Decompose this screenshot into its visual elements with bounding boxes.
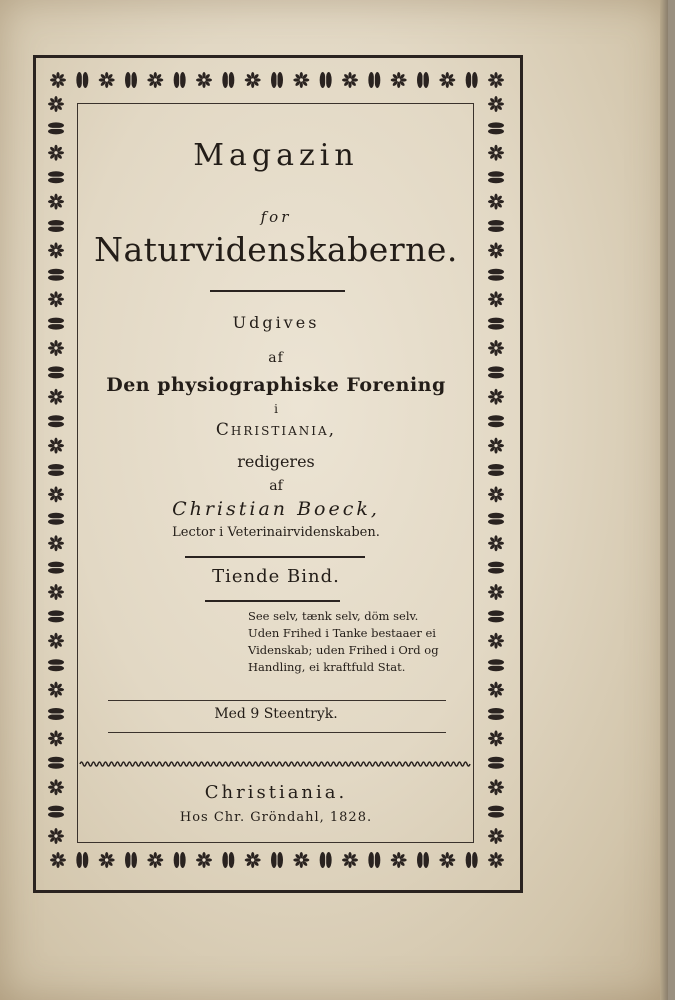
- motto-line: Uden Frihed i Tanke bestaaer ei: [248, 626, 436, 640]
- leaf-ornament: [48, 806, 64, 818]
- editor-label: redigeres: [237, 452, 315, 471]
- rosette-ornament: [48, 291, 64, 307]
- rosette-ornament: [48, 828, 64, 844]
- leaf-ornament: [368, 72, 380, 88]
- leaf-ornament: [488, 220, 504, 232]
- leaf-ornament: [48, 610, 64, 622]
- leaf-ornament: [76, 72, 88, 88]
- leaf-ornament: [488, 513, 504, 525]
- leaf-ornament: [488, 610, 504, 622]
- rosette-ornament: [48, 194, 64, 210]
- leaf-ornament: [488, 708, 504, 720]
- rosette-ornament: [245, 72, 261, 88]
- leaf-ornament: [48, 513, 64, 525]
- motto-line: See selv, tænk selv, döm selv.: [248, 609, 419, 623]
- issued-label: Udgives: [232, 313, 320, 332]
- rosette-ornament: [342, 72, 358, 88]
- rosette-ornament: [439, 72, 455, 88]
- rosette-ornament: [488, 96, 504, 112]
- leaf-ornament: [488, 464, 504, 476]
- rosette-ornament: [488, 72, 504, 88]
- rosette-ornament: [48, 633, 64, 649]
- rosette-ornament: [147, 72, 163, 88]
- rosette-ornament: [196, 72, 212, 88]
- rosette-ornament: [488, 852, 504, 868]
- rosette-ornament: [147, 852, 163, 868]
- rosette-ornament: [196, 852, 212, 868]
- leaf-ornament: [48, 122, 64, 134]
- rosette-ornament: [48, 535, 64, 551]
- leaf-ornament: [466, 852, 478, 868]
- rosette-ornament: [488, 340, 504, 356]
- rosette-ornament: [488, 291, 504, 307]
- motto: [248, 608, 478, 676]
- leaf-ornament: [222, 72, 234, 88]
- rosette-ornament: [48, 96, 64, 112]
- rosette-ornament: [488, 389, 504, 405]
- rosette-ornament: [48, 730, 64, 746]
- leaf-ornament: [466, 72, 478, 88]
- title-naturvidenskaberne: Naturvidenskaberne.: [94, 230, 458, 269]
- leaf-ornament: [488, 122, 504, 134]
- leaf-ornament: [488, 269, 504, 281]
- leaf-ornament: [368, 852, 380, 868]
- leaf-ornament: [488, 318, 504, 330]
- leaf-ornament: [48, 464, 64, 476]
- title-rule: [210, 290, 345, 292]
- issued-in: i: [274, 402, 278, 416]
- rosette-ornament: [391, 72, 407, 88]
- leaf-ornament: [488, 806, 504, 818]
- leaf-ornament: [488, 171, 504, 183]
- leaf-ornament: [222, 852, 234, 868]
- volume-rule-bottom: [205, 600, 340, 602]
- motto-line: Videnskab; uden Frihed i Ord og: [248, 643, 439, 657]
- issued-city: Christiania,: [215, 420, 337, 440]
- rosette-ornament: [342, 852, 358, 868]
- leaf-ornament: [488, 562, 504, 574]
- leaf-ornament: [48, 708, 64, 720]
- leaf-ornament: [488, 366, 504, 378]
- title-for: for: [260, 208, 292, 226]
- rosette-ornament: [488, 682, 504, 698]
- plates-note: Med 9 Steentryk.: [214, 706, 338, 722]
- leaf-ornament: [48, 220, 64, 232]
- leaf-ornament: [417, 852, 429, 868]
- leaf-ornament: [48, 318, 64, 330]
- rosette-ornament: [50, 852, 66, 868]
- rosette-ornament: [48, 145, 64, 161]
- imprint-publisher: Hos Chr. Gröndahl, 1828.: [179, 810, 373, 825]
- leaf-ornament: [271, 72, 283, 88]
- leaf-ornament: [125, 852, 137, 868]
- rosette-ornament: [293, 72, 309, 88]
- leaf-ornament: [174, 852, 186, 868]
- rosette-ornament: [245, 852, 261, 868]
- rosette-ornament: [488, 486, 504, 502]
- rosette-ornament: [488, 194, 504, 210]
- motto-line: Handling, ei kraftfuld Stat.: [248, 660, 406, 674]
- leaf-ornament: [48, 269, 64, 281]
- rosette-ornament: [439, 852, 455, 868]
- rosette-ornament: [48, 340, 64, 356]
- leaf-ornament: [48, 757, 64, 769]
- leaf-ornament: [48, 415, 64, 427]
- leaf-ornament: [488, 659, 504, 671]
- rosette-ornament: [99, 852, 115, 868]
- volume-number: Tiende Bind.: [212, 566, 340, 587]
- leaf-ornament: [320, 72, 332, 88]
- rosette-ornament: [48, 682, 64, 698]
- rosette-ornament: [48, 584, 64, 600]
- rosette-ornament: [391, 852, 407, 868]
- editor-name: Christian Boeck,: [172, 498, 380, 520]
- rosette-ornament: [488, 633, 504, 649]
- leaf-ornament: [488, 757, 504, 769]
- rosette-ornament: [293, 852, 309, 868]
- leaf-ornament: [488, 415, 504, 427]
- leaf-ornament: [125, 72, 137, 88]
- leaf-ornament: [48, 562, 64, 574]
- rosette-ornament: [488, 145, 504, 161]
- rosette-ornament: [488, 730, 504, 746]
- leaf-ornament: [48, 366, 64, 378]
- title-magazin: Magazin: [193, 138, 359, 173]
- rosette-ornament: [99, 72, 115, 88]
- leaf-ornament: [271, 852, 283, 868]
- rosette-ornament: [48, 242, 64, 258]
- leaf-ornament: [320, 852, 332, 868]
- editor-position: Lector i Veterinairvidenskaben.: [172, 525, 380, 540]
- rosette-ornament: [48, 486, 64, 502]
- leaf-ornament: [48, 659, 64, 671]
- imprint-city: Christiania.: [204, 782, 348, 803]
- leaf-ornament: [76, 852, 88, 868]
- editor-by: af: [269, 478, 283, 494]
- issued-by: af: [268, 350, 284, 366]
- plates-rule-bottom: [108, 732, 446, 733]
- rosette-ornament: [50, 72, 66, 88]
- rosette-ornament: [48, 389, 64, 405]
- rosette-ornament: [48, 438, 64, 454]
- volume-rule-top: [185, 556, 365, 558]
- leaf-ornament: [417, 72, 429, 88]
- plates-rule-top: [108, 700, 446, 701]
- leaf-ornament: [48, 171, 64, 183]
- society-name: Den physiographiske Forening: [106, 374, 446, 396]
- rosette-ornament: [488, 779, 504, 795]
- rosette-ornament: [488, 584, 504, 600]
- rosette-ornament: [488, 438, 504, 454]
- leaf-ornament: [174, 72, 186, 88]
- rosette-ornament: [48, 779, 64, 795]
- rosette-ornament: [488, 828, 504, 844]
- rosette-ornament: [488, 535, 504, 551]
- rosette-ornament: [488, 242, 504, 258]
